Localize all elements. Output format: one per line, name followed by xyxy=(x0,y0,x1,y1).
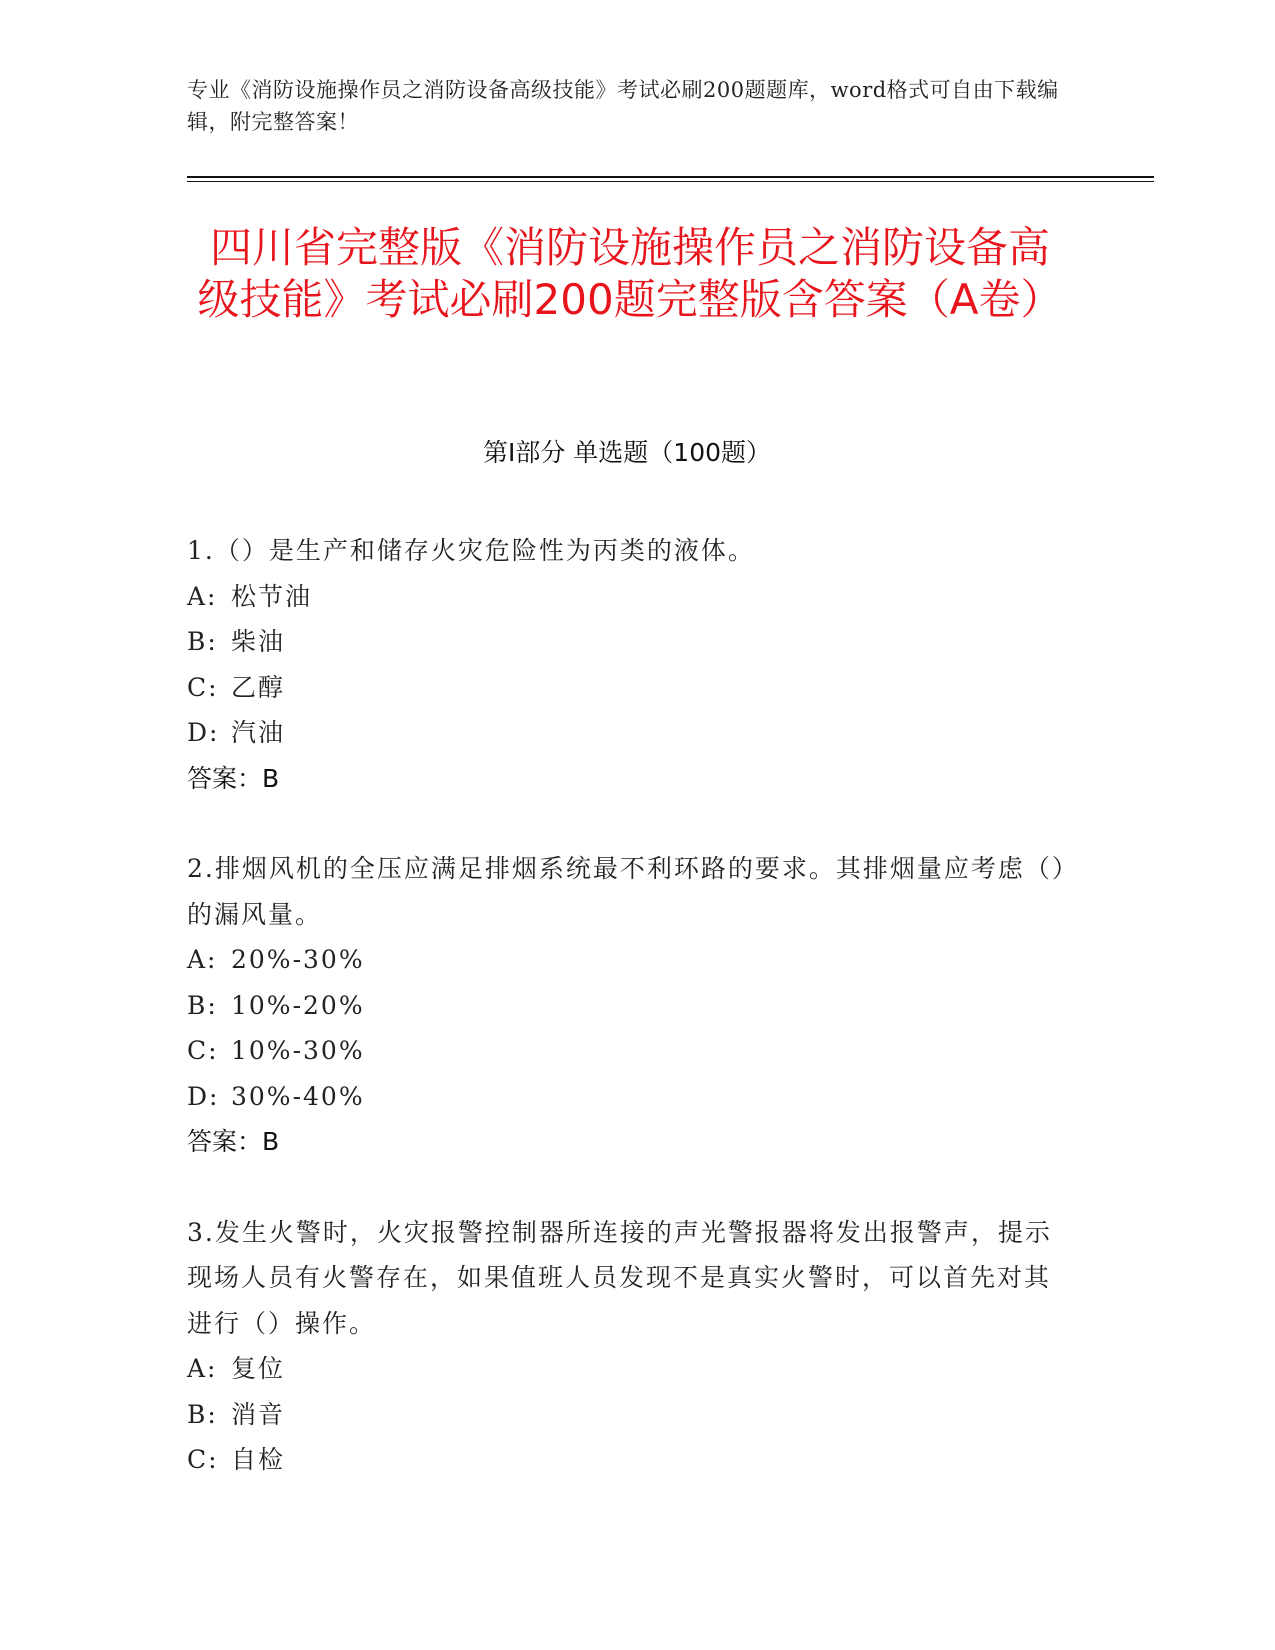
option-c xyxy=(187,1028,1067,1074)
option-c xyxy=(187,1437,1067,1483)
question-1 xyxy=(187,528,1067,801)
option-text: 20%-30% xyxy=(231,945,365,974)
option-d xyxy=(187,1074,1067,1120)
question-list xyxy=(187,528,1067,1528)
option-text: 10%-20% xyxy=(231,990,365,1020)
option-text: 10%-30% xyxy=(231,1036,365,1065)
answer-line: 答案：B xyxy=(187,763,280,793)
option-key: A: xyxy=(187,581,218,611)
option-text: 松节油 xyxy=(231,581,313,611)
option-b xyxy=(187,983,1067,1029)
header-divider-thick xyxy=(187,176,1154,178)
option-a xyxy=(187,574,1067,620)
option-text: 乙醇 xyxy=(231,672,286,702)
header-note: 专业《消防设施操作员之消防设备高级技能》考试必刷200题题库，word格式可自由下载编辑，附完整答案！ xyxy=(187,78,1059,134)
option-b xyxy=(187,619,1067,665)
option-text: 30%-40% xyxy=(231,1081,365,1111)
answer-line: 答案：B xyxy=(187,1127,280,1156)
question-stem: 1.（）是生产和储存火灾危险性为丙类的液体。 xyxy=(187,536,755,565)
option-text: 复位 xyxy=(231,1354,286,1383)
header-divider-thin xyxy=(187,181,1154,182)
option-c xyxy=(187,665,1067,711)
option-key: C: xyxy=(187,1036,219,1065)
option-key: D: xyxy=(187,718,220,747)
question-stem: 3.发生火警时，火灾报警控制器所连接的声光警报器将发出报警声，提示现场人员有火警存在，如果值班人员发现不是真实火警时，可以首先对其进行（）操作。 xyxy=(187,1217,1052,1338)
option-text: 汽油 xyxy=(231,718,286,747)
option-key: C: xyxy=(187,1445,219,1474)
question-2 xyxy=(187,846,1067,1165)
option-b xyxy=(187,1392,1067,1438)
question-stem: 2.排烟风机的全压应满足排烟系统最不利环路的要求。其排烟量应考虑（）的漏风量。 xyxy=(187,854,1067,929)
option-key: B: xyxy=(187,1399,218,1429)
option-text: 柴油 xyxy=(231,627,286,656)
option-key: D: xyxy=(187,1081,220,1111)
option-d xyxy=(187,710,1067,756)
option-a xyxy=(187,937,1067,983)
section-title: 第I部分 单选题（100题） xyxy=(482,438,772,467)
question-3 xyxy=(187,1210,1067,1483)
document-title: 四川省完整版《消防设施操作员之消防设备高级技能》考试必刷200题完整版含答案（A卷） xyxy=(197,223,1063,324)
option-key: A: xyxy=(187,1354,218,1383)
option-key: C: xyxy=(187,672,219,702)
option-text: 自检 xyxy=(231,1445,286,1474)
option-text: 消音 xyxy=(231,1399,286,1429)
option-a xyxy=(187,1346,1067,1392)
option-key: B: xyxy=(187,627,218,656)
option-key: A: xyxy=(187,945,218,974)
option-key: B: xyxy=(187,990,218,1020)
